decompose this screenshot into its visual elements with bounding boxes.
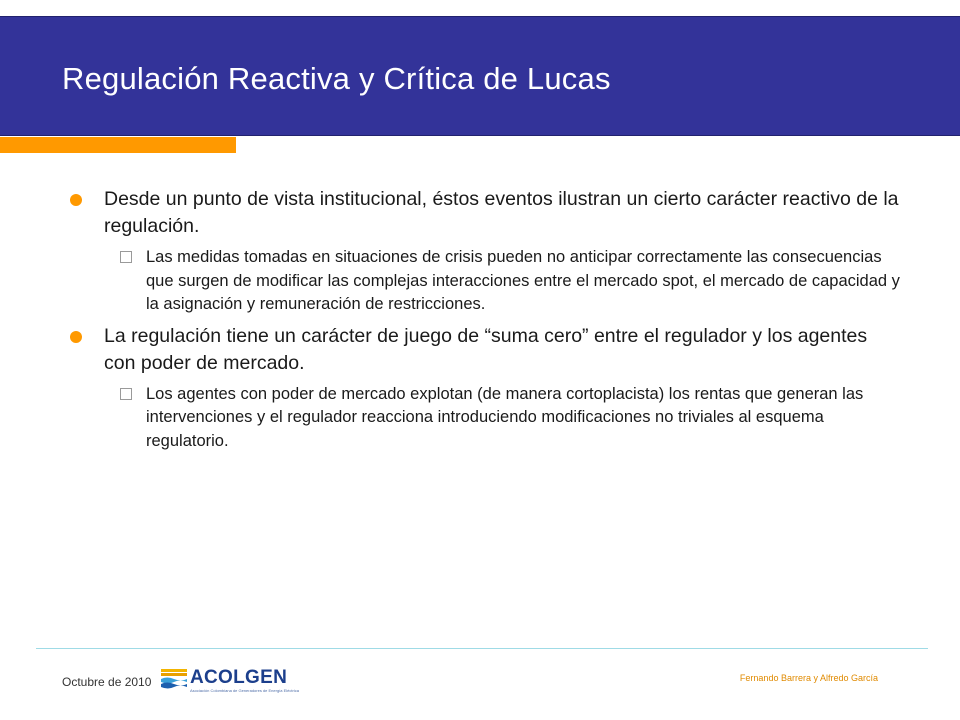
acolgen-wave-icon — [160, 667, 188, 691]
square-bullet-icon — [120, 388, 132, 400]
slide-title: Regulación Reactiva y Crítica de Lucas — [62, 61, 611, 96]
bullet-dot-icon — [70, 194, 82, 206]
sub-bullet-text: Las medidas tomadas en situaciones de crisis pueden no anticipar correctamente las consecuencias que surgen de modificar las complejas interacciones entre el mercado spot, el mercado de capacidad y la asignación y remuneración de restricciones. — [146, 248, 900, 313]
accent-bar — [0, 137, 236, 153]
sub-bullet-item — [70, 246, 900, 317]
acolgen-logo — [160, 666, 299, 694]
slide-content — [70, 186, 900, 459]
title-bar — [0, 16, 960, 136]
logo-text: ACOLGEN — [190, 667, 288, 688]
sub-bullet-item — [70, 383, 900, 454]
bullet-text: Desde un punto de vista institucional, éstos eventos ilustran un cierto carácter reactivo de la regulación. — [104, 188, 899, 237]
bullet-dot-icon — [70, 331, 82, 343]
bullet-text: La regulación tiene un carácter de juego de “suma cero” entre el regulador y los agentes con poder de mercado. — [104, 324, 868, 374]
sub-bullet-text: Los agentes con poder de mercado explotan (de manera cortoplacista) los rentas que generan las intervenciones y el regulador reacciona introduciendo modificaciones no triviales al esquema regulatorio. — [146, 384, 864, 450]
footer-authors: Fernando Barrera y Alfredo García — [739, 673, 878, 683]
bullet-item — [70, 186, 900, 240]
logo-subtext: Asociación Colombiana de Generadores de Energía Eléctrica — [190, 688, 299, 693]
square-bullet-icon — [120, 251, 132, 263]
bullet-item — [70, 323, 900, 377]
footer-divider — [36, 648, 928, 649]
footer-date: Octubre de 2010 — [62, 675, 152, 689]
